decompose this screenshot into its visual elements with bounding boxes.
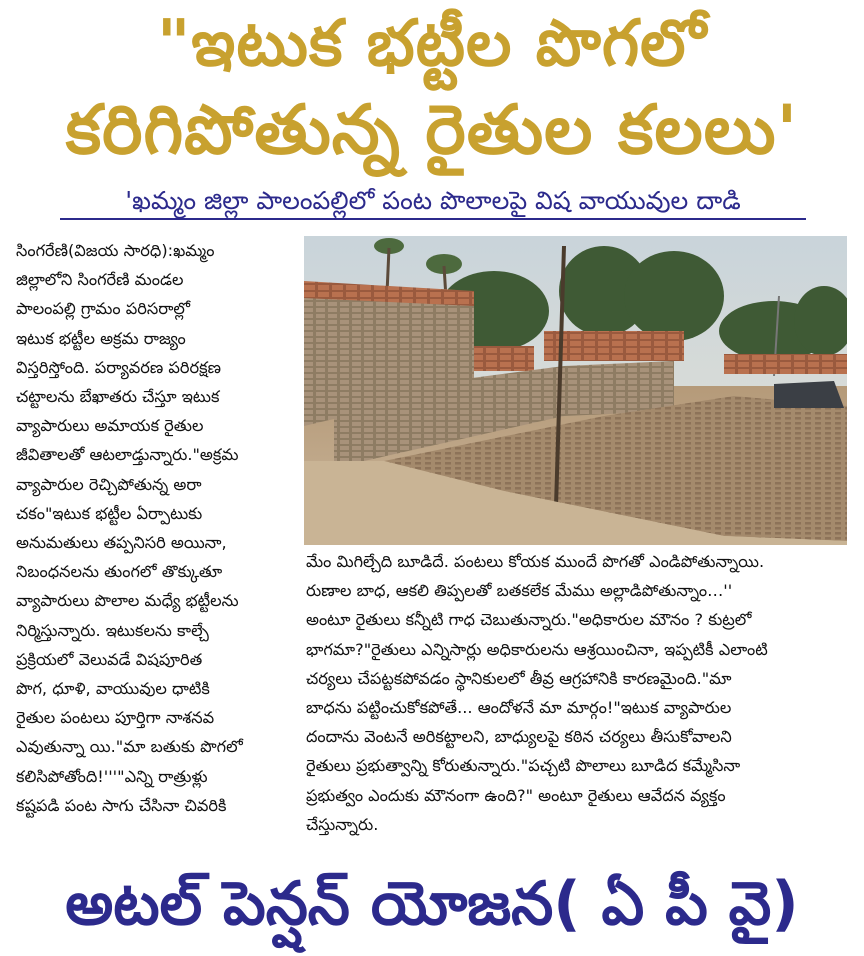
article-line: భాగమా?"రైతులు ఎన్నిసార్లు అధికారులను ఆశ్రయించినా, ఇప్పటికీ ఎలాంటి xyxy=(306,639,768,659)
article-line: ఇటుక భట్టీల అక్రమ రాజ్యం xyxy=(16,328,186,348)
article-line: చట్టాలను బేఖాతరు చేస్తూ ఇటుక xyxy=(16,387,220,407)
article-line: బాధను పట్టించుకోకపోతే... ఆందోళనే మా మార్గం!"ఇటుక వ్యాపారుల xyxy=(306,698,732,718)
article-line: అనుమతులు తప్పనిసరి అయినా, xyxy=(16,533,227,553)
article-line: రైతుల పంటలు పూర్తిగా నాశనవ xyxy=(16,708,215,728)
article-line: కష్టపడి పంట సాగు చేసినా చివరికి xyxy=(16,795,227,815)
article-line: జీవితాలతో ఆటలాడ్తున్నారు."అక్రమ xyxy=(16,445,239,465)
article-line: ప్రభుత్వం ఎందుకు మౌనంగా ఉంది?" అంటూ రైతులు ఆవేదన వ్యక్తం xyxy=(306,785,726,805)
article-line: వ్యాపారులు అమాయక రైతుల xyxy=(16,416,204,436)
article-line: నిర్మిస్తున్నారు. ఇటుకలను కాల్చే xyxy=(16,620,209,640)
left-article-column xyxy=(16,236,288,820)
headline-line-2: కరిగిపోతున్న రైతుల కలలు' xyxy=(65,91,799,170)
article-line: ఎవుతున్నా యి."మా బతుకు పొగలో xyxy=(16,737,243,757)
article-line: మేం మిగిల్చేది బూడిదే. పంటలు కోయక ముందే పొగతో ఎండిపోతున్నాయి. xyxy=(306,552,765,571)
article-line: చర్యలు చేపట్టకపోవడం స్థానికులలో తీవ్ర ఆగ్రహానికి కారణమైంది."మా xyxy=(306,668,732,688)
headline-line-1: "ఇటుక భట్టీల పొగలో xyxy=(156,7,708,81)
article-line: చకం"ఇటుక భట్టీల ఏర్పాటుకు xyxy=(16,503,203,523)
article-line: ప్రక్రియలో వెలువడే విషపూరిత xyxy=(16,649,203,669)
article-line: విస్తరిస్తోంది. పర్యావరణ పరిరక్షణ xyxy=(16,357,221,377)
article-line: జిల్లాలోని సింగరేణి మండల xyxy=(16,270,184,290)
subheadline: 'ఖమ్మం జిల్లా పాలంపల్లిలో పంట పొలాలపై విష వాయువుల దాడి xyxy=(60,184,806,220)
article-line: వ్యాపారుల రెచ్చిపోతున్న అరా xyxy=(16,474,202,494)
article-line: రుణాల బాధ, ఆకలి తిప్పలతో బతకలేక మేము అల్లాడిపోతున్నాం…'' xyxy=(306,581,733,601)
brick-kiln-photo xyxy=(304,236,847,545)
article-line: రైతులు ప్రభుత్వాన్ని కోరుతున్నారు."పచ్చటి పొలాలు బూడిద కమ్మేసినా xyxy=(306,756,741,776)
footer-headline: అటల్ పెన్షన్ యోజన( ఏ పీ వై) xyxy=(65,869,799,939)
article-line: నిబంధనలను తుంగలో తొక్కుతూ xyxy=(16,562,223,582)
article-line: అంటూ రైతులు కన్నీటి గాధ చెబుతున్నారు."అధికారుల మౌనం ? కుట్రలో xyxy=(306,610,752,630)
right-article-column xyxy=(306,547,854,839)
article-line: కలిసిపోతోంది!'''"ఎన్ని రాత్రుళ్లు xyxy=(16,766,208,786)
article-line: దందాను వెంటనే అరికట్టాలని, బాధ్యులపై కఠిన చర్యలు తీసుకోవాలని xyxy=(306,727,732,747)
footer-article-start xyxy=(16,944,848,956)
article-line: పాలంపల్లి గ్రామం పరిసరాల్లో xyxy=(16,299,191,319)
article-line: సింగరేణి(విజయ సారధి):ఖమ్మం xyxy=(16,241,215,260)
article-line: చేస్తున్నారు. xyxy=(306,814,379,834)
article-line: పొగ, ధూళి, వాయువుల ధాటికి xyxy=(16,679,210,699)
article-line: వ్యాపారులు పొలాల మధ్యే భట్టీలను xyxy=(16,591,239,611)
